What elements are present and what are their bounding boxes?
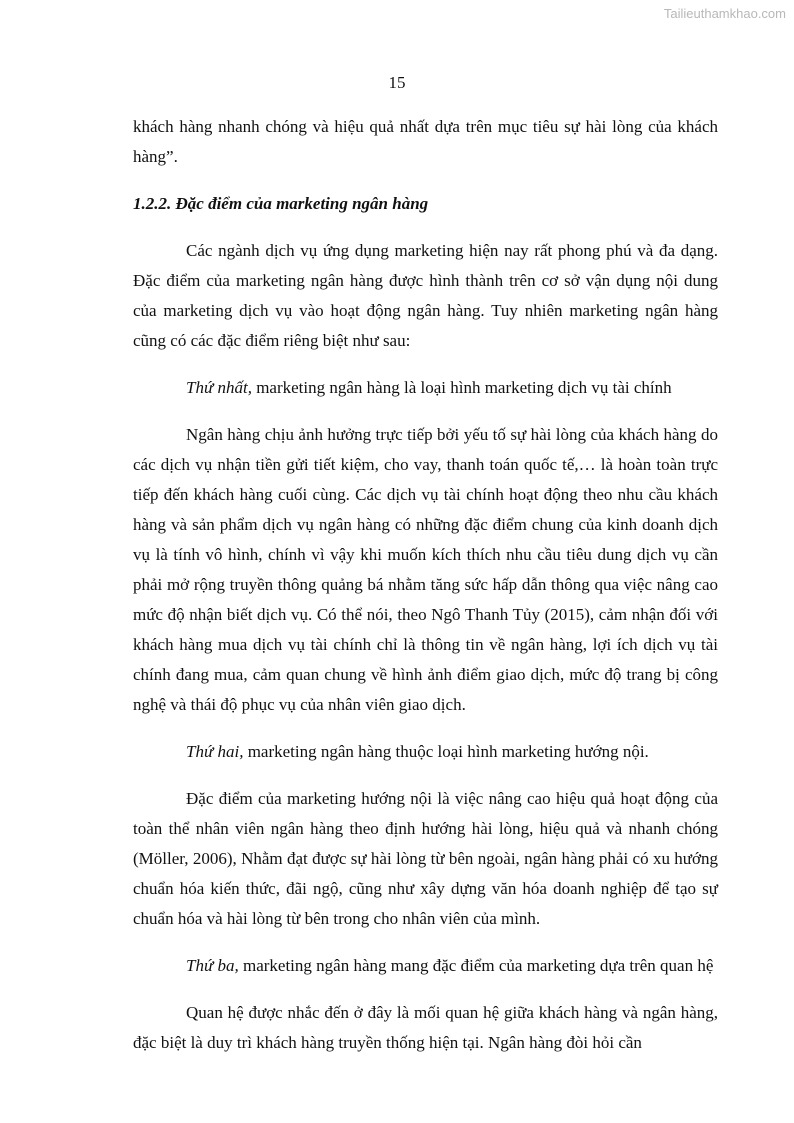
paragraph: Quan hệ được nhắc đến ở đây là mối quan hệ giữa khách hàng và ngân hàng, đặc biệt là duy trì khách hàng truyền thống hiện tại. Ngân hàng đòi hỏi cần [133, 1003, 718, 1052]
point-text: marketing ngân hàng thuộc loại hình marketing hướng nội. [243, 742, 649, 761]
paragraph-continuation: khách hàng nhanh chóng và hiệu quả nhất dựa trên mục tiêu sự hài lòng của khách hàng”. [133, 117, 718, 166]
point-third [133, 951, 718, 981]
point-first [133, 373, 718, 403]
point-lead: Thứ ba, [186, 956, 239, 975]
point-lead: Thứ nhất, [186, 378, 252, 397]
paragraph: Các ngành dịch vụ ứng dụng marketing hiện nay rất phong phú và đa dạng. Đặc điểm của marketing ngân hàng được hình thành trên cơ sở vận dụng nội dung của marketing dịch vụ vào hoạt động ngân hàng. Tuy nhiên marketing ngân hàng cũng có các đặc điểm riêng biệt như sau: [133, 241, 718, 350]
section-heading: 1.2.2. Đặc điểm của marketing ngân hàng [133, 194, 429, 213]
page-number: 15 [388, 73, 406, 92]
point-text: marketing ngân hàng mang đặc điểm của marketing dựa trên quan hệ [238, 956, 714, 975]
point-second [133, 737, 718, 767]
point-text: marketing ngân hàng là loại hình marketing dịch vụ tài chính [251, 378, 672, 397]
paragraph: Ngân hàng chịu ảnh hưởng trực tiếp bởi yếu tố sự hài lòng của khách hàng do các dịch vụ nhận tiền gửi tiết kiệm, cho vay, thanh toán quốc tế,… là hoàn toàn trực tiếp đến khách hàng cuối cùng. Các dịch vụ tài chính hoạt động theo nhu cầu khách hàng và sản phẩm dịch vụ ngân hàng có những đặc điểm chung của kinh doanh dịch vụ là tính vô hình, chính vì vậy khi muốn kích thích nhu cầu tiêu dung dịch vụ cần phải mở rộng truyền thông quảng bá nhằm tăng sức hấp dẫn thông qua việc nâng cao mức độ nhận biết dịch vụ. Có thể nói, theo Ngô Thanh Tủy (2015), cảm nhận đối với khách hàng mua dịch vụ tài chính chỉ là thông tin về ngân hàng, lợi ích dịch vụ tài chính đang mua, cảm quan chung về hình ảnh điểm giao dịch, mức độ trang bị công nghệ và thái độ phục vụ của nhân viên giao dịch. [133, 425, 718, 714]
document-body [133, 112, 718, 1075]
point-lead: Thứ hai, [186, 742, 244, 761]
paragraph: Đặc điểm của marketing hướng nội là việc nâng cao hiệu quả hoạt động của toàn thể nhân viên ngân hàng theo định hướng hài lòng, hiệu quả và nhanh chóng (Möller, 2006), Nhằm đạt được sự hài lòng từ bên ngoài, ngân hàng phải có xu hướng chuẩn hóa kiến thức, đãi ngộ, cũng như xây dựng văn hóa doanh nghiệp để tạo sự chuẩn hóa và hài lòng từ bên trong cho nhân viên của mình. [133, 789, 718, 928]
watermark: Tailieuthamkhao.com [663, 6, 786, 21]
